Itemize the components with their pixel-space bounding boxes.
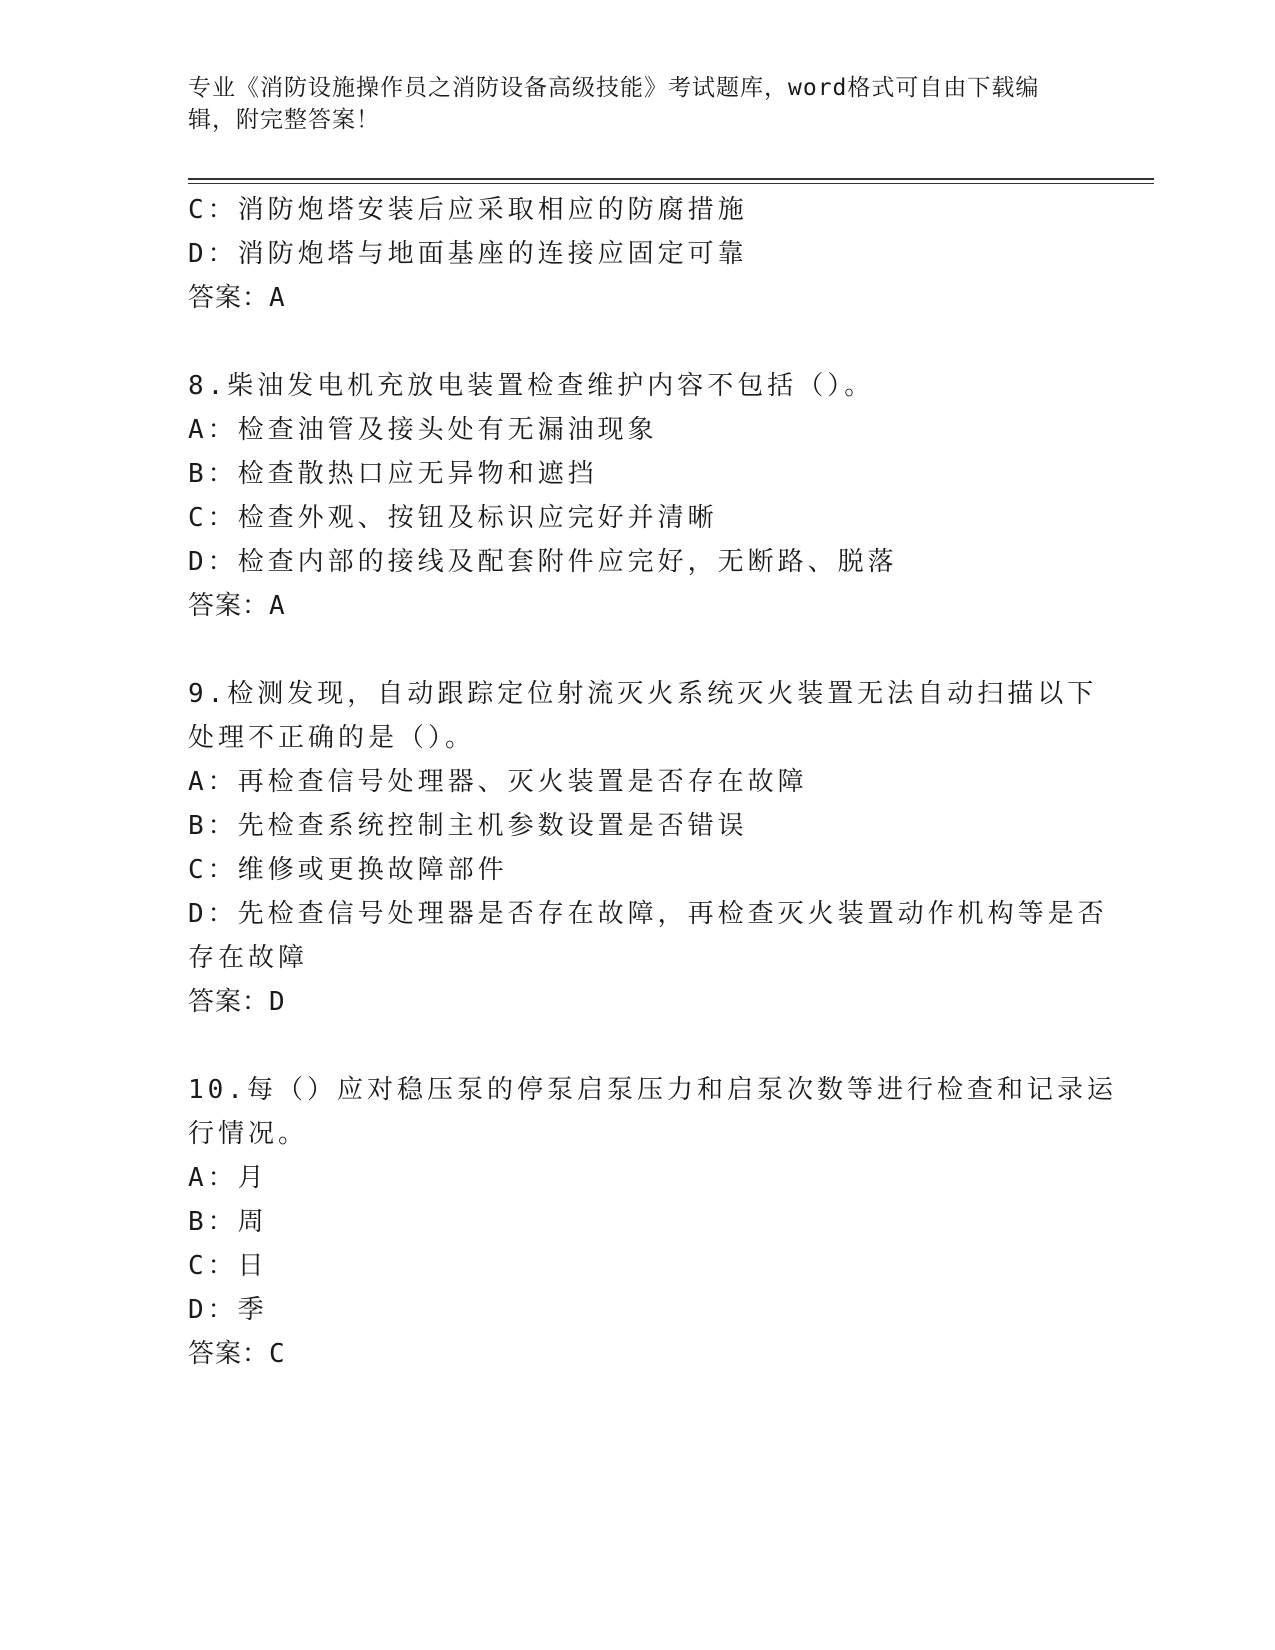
header-divider-thin (188, 183, 1154, 184)
question-9-option-b: B：先检查系统控制主机参数设置是否错误 (188, 811, 748, 841)
question-10-option-b: B：周 (188, 1207, 268, 1237)
question-9-stem-line-1: 9.检测发现，自动跟踪定位射流灭火系统灭火装置无法自动扫描以下 (188, 679, 1098, 709)
question-8-option-a: A：检查油管及接头处有无漏油现象 (188, 415, 658, 445)
question-10-option-d: D：季 (188, 1295, 268, 1325)
prev-question-answer: 答案：A (188, 283, 286, 313)
question-8-option-b: B：检查散热口应无异物和遮挡 (188, 459, 598, 489)
question-10-option-a: A：月 (188, 1163, 268, 1193)
prev-question-option-c: C：消防炮塔安装后应采取相应的防腐措施 (188, 195, 748, 225)
question-10-stem-line-1: 10.每（）应对稳压泵的停泵启泵压力和启泵次数等进行检查和记录运 (188, 1075, 1117, 1105)
question-9-option-d-continued: 存在故障 (188, 943, 309, 973)
question-9-answer: 答案：D (188, 987, 286, 1017)
question-8-option-d: D：检查内部的接线及配套附件应完好，无断路、脱落 (188, 547, 898, 577)
header-divider-thick (188, 178, 1154, 180)
header-line-2: 辑，附完整答案！ (188, 107, 380, 133)
question-10-stem-line-2: 行情况。 (188, 1119, 309, 1149)
question-8-answer: 答案：A (188, 591, 286, 621)
prev-question-option-d: D：消防炮塔与地面基座的连接应固定可靠 (188, 239, 748, 269)
document-header (188, 72, 1068, 136)
question-10-answer: 答案：C (188, 1339, 286, 1369)
question-8-option-c: C：检查外观、按钮及标识应完好并清晰 (188, 503, 718, 533)
question-8-stem: 8.柴油发电机充放电装置检查维护内容不包括（）。 (188, 371, 875, 401)
header-line-1: 专业《消防设施操作员之消防设备高级技能》考试题库，word格式可自由下载编 (188, 75, 1040, 101)
question-9-option-c: C：维修或更换故障部件 (188, 855, 508, 885)
question-9-stem-line-2: 处理不正确的是（）。 (188, 723, 476, 753)
question-9-option-d: D：先检查信号处理器是否存在故障，再检查灭火装置动作机构等是否 (188, 899, 1108, 929)
question-10-option-c: C：日 (188, 1251, 268, 1281)
question-9-option-a: A：再检查信号处理器、灭火装置是否存在故障 (188, 767, 808, 797)
